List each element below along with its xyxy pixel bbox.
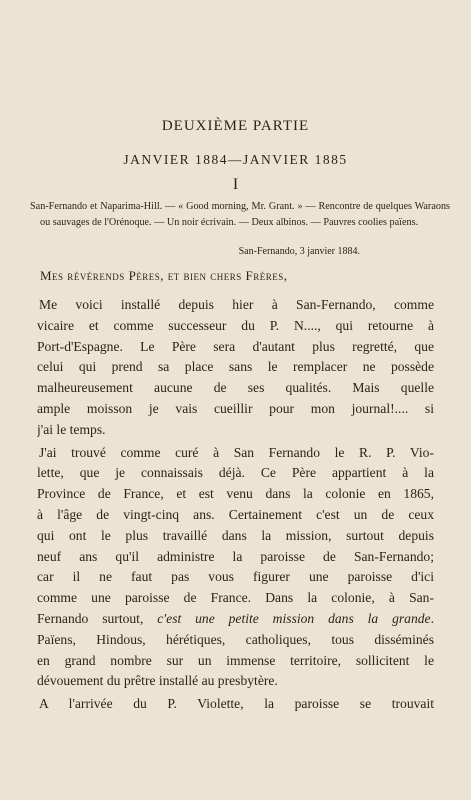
paragraph-3 xyxy=(37,694,434,715)
text-run: . xyxy=(430,610,434,626)
letter-dateline: San-Fernando, 3 janvier 1884. xyxy=(238,246,360,257)
text-line: comme une paroisse de France. Dans la colonie, à San- xyxy=(37,590,434,606)
chapter-number: I xyxy=(232,176,239,193)
text-line: j'ai le temps. xyxy=(37,421,106,437)
date-range: JANVIER 1884—JANVIER 1885 xyxy=(123,152,348,167)
text-line: car il ne faut pas vous figurer une paroisse d'ici xyxy=(37,569,434,585)
text-line: Païens, Hindous, hérétiques, catholiques, tous disséminés xyxy=(37,631,434,647)
text-line: ample moisson je vais cueillir pour mon journal!.... si xyxy=(37,400,434,416)
paragraph-1 xyxy=(37,295,434,441)
chapter-summary: San-Fernando et Naparima-Hill. — « Good morning, Mr. Grant. » — Rencontre de quelques Waraons ou sauvages de l'Orénoque. — Un noir écrivain. — Deux albinos. — Pauvres coolies païens. xyxy=(30,201,450,228)
text-line: dévouement du prêtre installé au presbytère. xyxy=(37,673,278,689)
paragraph-2 xyxy=(37,443,434,693)
text-line: Port-d'Espagne. Le Père sera d'autant plus regretté, que xyxy=(37,338,434,354)
body-text xyxy=(37,295,434,715)
text-line: Me voici installé depuis hier à San-Fernando, comme xyxy=(39,297,434,312)
letter-salutation: Mes révérends Pères, et bien chers Frères, xyxy=(40,268,288,283)
text-run: Fernando surtout, xyxy=(37,610,158,626)
text-line-emphasis xyxy=(37,609,434,630)
text-line: J'ai trouvé comme curé à San Fernando le R. P. Vio- xyxy=(39,444,434,460)
text-line: à l'âge de vingt-cinq ans. Certainement c'est un de ceux xyxy=(37,506,434,522)
emphasized-phrase: c'est une petite mission dans la grande xyxy=(157,610,431,626)
text-line: celui qui prend sa place sans le remplacer ne possède xyxy=(37,359,434,375)
text-line: malheureusement aucune de ses qualités. Mais quelle xyxy=(37,380,434,396)
text-line: A l'arrivée du P. Violette, la paroisse se trouvait xyxy=(39,696,434,712)
text-line: qui ont le plus travaillé dans la mission, surtout depuis xyxy=(37,527,434,543)
text-line: lette, que je connaissais déjà. Ce Père appartient à la xyxy=(37,465,434,481)
text-line: Province de France, et est venu dans la colonie en 1865, xyxy=(37,486,434,502)
text-line: neuf ans qu'il administre la paroisse de San-Fernando; xyxy=(37,548,434,564)
part-title: DEUXIÈME PARTIE xyxy=(161,118,310,134)
text-line: vicaire et comme successeur du P. N...., qui retourne à xyxy=(37,317,434,333)
text-line: en grand nombre sur un immense territoire, sollicitent le xyxy=(37,652,434,668)
